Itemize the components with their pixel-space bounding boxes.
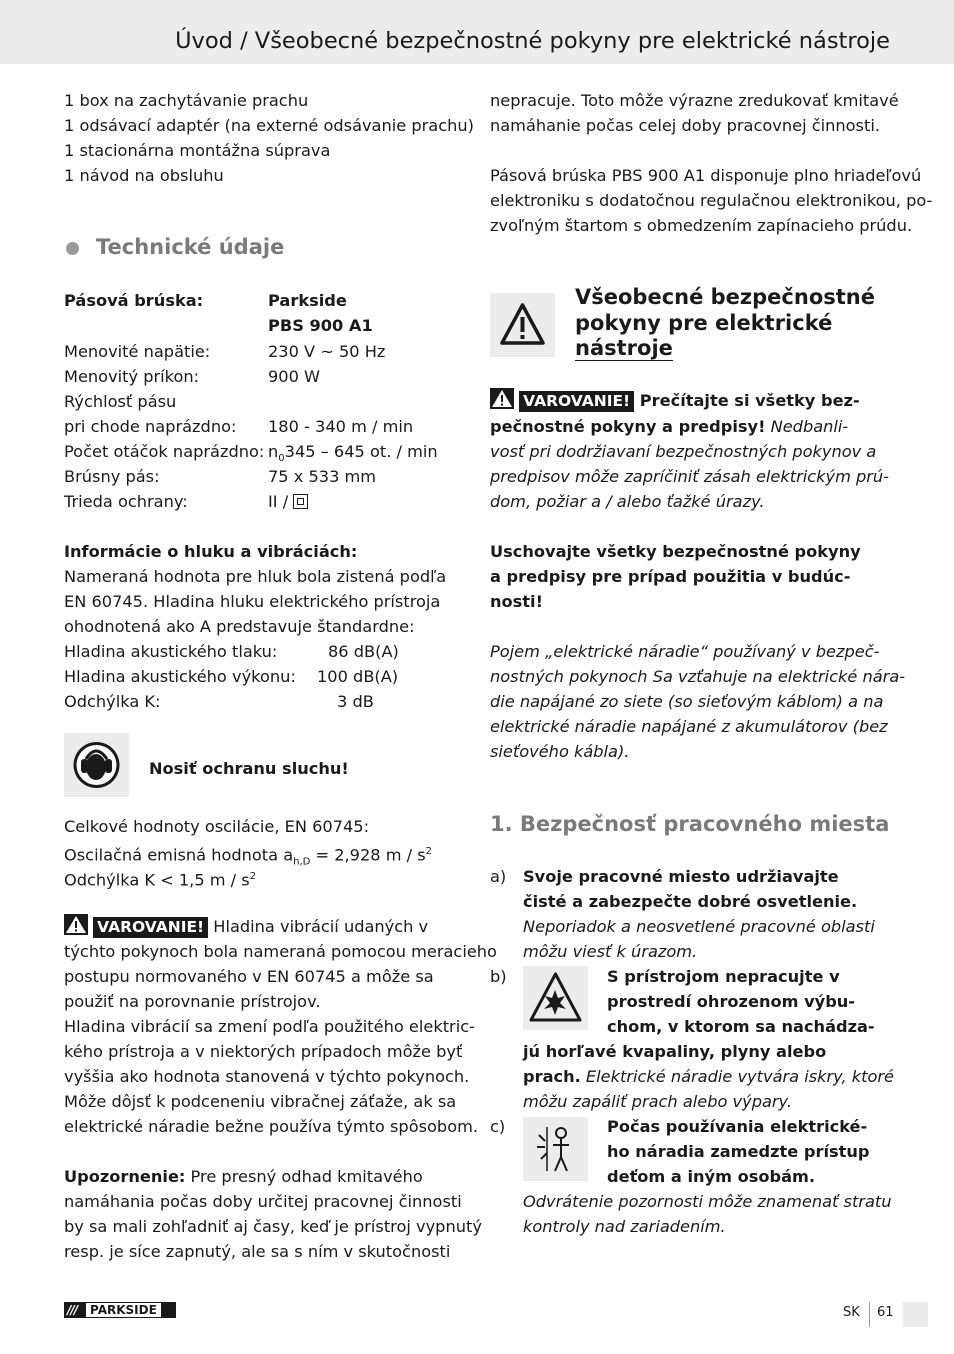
spec-label: Pásová brúska:: [64, 291, 204, 310]
safety-warning-text: vosť pri dodržiavaní bezpečnostných pokynov a: [490, 442, 877, 461]
item-a-text: Neporiadok a neosvetlené pracovné oblasti: [523, 917, 875, 936]
warning-text: Hladina vibrácií sa zmení podľa použitého elektric-: [64, 1017, 475, 1036]
warning-badge: VAROVANIE!: [93, 917, 208, 938]
item-label: c): [490, 1117, 506, 1136]
term-definition: sieťového kábla).: [490, 742, 630, 761]
keep-instructions: nosti!: [490, 592, 543, 611]
spec-label: pri chode naprázdno:: [64, 417, 237, 436]
warning-text: postupu normovaného v EN 60745 a môže sa: [64, 967, 434, 986]
vibration-text: Celkové hodnoty oscilácie, EN 60745:: [64, 817, 370, 836]
item-c-text: Odvrátenie pozornosti môže znamenať stratu: [523, 1192, 892, 1211]
page-title: Úvod / Všeobecné bezpečnostné pokyny pre elektrické nástroje: [175, 28, 890, 54]
safety-section-title: Všeobecné bezpečnostné pokyny pre elektrické nástroje: [575, 285, 875, 360]
spec-value: $n_0345 - 645$ ot. / min: [268, 442, 438, 465]
item-b-text: môžu zapáliť prach alebo výpary.: [523, 1092, 793, 1111]
spec-label: Menovitý príkon:: [64, 367, 200, 386]
item-b-text: prach. Elektrické náradie vytvára iskry, ktoré: [523, 1067, 895, 1086]
spec-value: II /: [268, 489, 308, 514]
warning-paragraph: VAROVANIE! Hladina vibrácií udaných v: [64, 914, 428, 939]
contents-item: 1 odsávací adaptér (na externé odsávanie prachu): [64, 116, 474, 135]
term-definition: elektrické náradie napájané z akumulátorov (bez: [490, 717, 888, 736]
note-continued: namáhanie počas celej doby pracovnej činnosti.: [490, 116, 880, 135]
contents-item: 1 stacionárna montážna súprava: [64, 141, 331, 160]
electronics-text: Pásová brúska PBS 900 A1 disponuje plno hriadeľovú: [490, 166, 922, 185]
note-text: resp. je síce zapnutý, ale sa s ním v skutočnosti: [64, 1242, 451, 1261]
warning-triangle-icon: [490, 293, 555, 357]
spec-label: Trieda ochrany:: [64, 492, 188, 511]
item-a-text: môžu viesť k úrazom.: [523, 942, 698, 961]
item-c-text: Počas používania elektrické-: [607, 1117, 868, 1136]
contents-item: 1 box na zachytávanie prachu: [64, 91, 309, 110]
term-definition: nostných pokynoch Sa vzťahuje na elektrické nára-: [490, 667, 906, 686]
spec-value: Parkside: [268, 291, 347, 310]
electronics-text: zvoľným štartom s obmedzením zapínacieho prúdu.: [490, 216, 913, 235]
noise-text: ohodnotená ako A predstavuje štandardne:: [64, 617, 415, 636]
warning-text: použiť na porovnanie prístrojov.: [64, 992, 321, 1011]
item-label: b): [490, 967, 507, 986]
explosion-hazard-icon: [523, 966, 588, 1030]
electronics-text: elektroniku s dodatočnou regulačnou elektronikou, po-: [490, 191, 933, 210]
warning-text: týchto pokynoch bola nameraná pomocou meracieho: [64, 942, 497, 961]
spec-label: Menovité napätie:: [64, 342, 211, 361]
note-text: namáhania počas doby určitej pracovnej činnosti: [64, 1192, 462, 1211]
footer-divider: [869, 1302, 870, 1327]
warning-text: elektrické náradie bežne používa týmto spôsobom.: [64, 1117, 479, 1136]
spec-value: PBS 900 A1: [268, 316, 373, 335]
noise-value: 100 dB(A): [317, 667, 399, 686]
section-title-workplace: 1. Bezpečnosť pracovného miesta: [490, 812, 890, 836]
warning-triangle-icon: [64, 914, 88, 935]
noise-title: Informácie o hluku a vibráciách:: [64, 542, 358, 561]
safety-warning-text: pečnostné pokyny a predpisy! Nedbanli-: [490, 417, 849, 436]
safety-warning-text: dom, požiar a / alebo ťažké úrazy.: [490, 492, 765, 511]
brand-logo: /// PARKSIDE: [64, 1302, 176, 1318]
term-definition: Pojem „elektrické náradie“ používaný v bezpeč-: [490, 642, 880, 661]
noise-text: Nameraná hodnota pre hluk bola zistená podľa: [64, 567, 447, 586]
item-a-text: čisté a zabezpečte dobré osvetlenie.: [523, 892, 858, 911]
spec-value: 180 - 340 m / min: [268, 417, 414, 436]
page-tab: [903, 1302, 928, 1327]
vibration-value: Oscilačná emisná hodnota $a_{h,D} = 2,928$ m / $s^2$: [64, 845, 433, 868]
noise-label: Hladina akustického tlaku:: [64, 642, 278, 661]
warning-triangle-icon: [490, 388, 514, 409]
safety-warning: VAROVANIE! Prečítajte si všetky bez-: [490, 388, 860, 413]
noise-value: 3 dB: [337, 692, 374, 711]
item-b-text: S prístrojom nepracujte v: [607, 967, 840, 986]
item-c-text: kontroly nad zariadením.: [523, 1217, 726, 1236]
note-continued: nepracuje. Toto môže výrazne zredukovať kmitavé: [490, 91, 899, 110]
note-paragraph: Upozornenie: Pre presný odhad kmitavého: [64, 1167, 423, 1186]
item-a-text: Svoje pracovné miesto udržiavajte: [523, 867, 839, 886]
ear-protection-icon: [64, 733, 129, 797]
page-header: [0, 0, 954, 64]
safety-warning-text: predpisov môže zapríčiniť zásah elektrickým prú-: [490, 467, 890, 486]
warning-text: Môže dôjsť k podceneniu vibračnej záťaže, ak sa: [64, 1092, 457, 1111]
item-c-text: ho náradia zamedzte prístup: [607, 1142, 870, 1161]
protection-class-ii-icon: [293, 494, 308, 509]
item-label: a): [490, 867, 507, 886]
noise-label: Odchýlka K:: [64, 692, 161, 711]
item-b-text: chom, v ktorom sa nachádza-: [607, 1017, 875, 1036]
warning-text: vyššia ako hodnota stanovená v týchto pokynoch.: [64, 1067, 470, 1086]
spec-label: Počet otáčok naprázdno:: [64, 442, 265, 461]
keep-instructions: a predpisy pre prípad použitia v budúc-: [490, 567, 851, 586]
warning-badge: VAROVANIE!: [519, 391, 634, 412]
keep-instructions: Uschovajte všetky bezpečnostné pokyny: [490, 542, 861, 561]
section-title-technical: Technické údaje: [96, 235, 285, 259]
item-b-text: jú horľavé kvapaliny, plyny alebo: [523, 1042, 827, 1061]
language-code: SK: [843, 1305, 860, 1320]
vibration-deviation: Odchýlka K < 1,5 m / $s^2$: [64, 870, 257, 890]
item-c-text: deťom a iným osobám.: [607, 1167, 816, 1186]
spec-value: 230 V ~ 50 Hz: [268, 342, 386, 361]
spec-label: Rýchlosť pásu: [64, 392, 177, 411]
ear-protection-notice: Nosiť ochranu sluchu!: [149, 759, 349, 778]
section-bullet-icon: [66, 242, 79, 255]
term-definition: die napájané zo siete (so sieťovým káblom) a na: [490, 692, 884, 711]
spec-label: Brúsny pás:: [64, 467, 160, 486]
spec-value: 75 x 533 mm: [268, 467, 377, 486]
spec-value: 900 W: [268, 367, 321, 386]
warning-text: kého prístroja a v niektorých prípadoch môže byť: [64, 1042, 463, 1061]
keep-children-away-icon: [523, 1117, 588, 1181]
noise-value: 86 dB(A): [328, 642, 399, 661]
contents-item: 1 návod na obsluhu: [64, 166, 224, 185]
page-number: 61: [877, 1305, 894, 1320]
noise-text: EN 60745. Hladina hluku elektrického prístroja: [64, 592, 441, 611]
noise-label: Hladina akustického výkonu:: [64, 667, 296, 686]
note-text: by sa mali zohľadniť aj časy, keď je prístroj vypnutý: [64, 1217, 482, 1236]
item-b-text: prostredí ohrozenom výbu-: [607, 992, 856, 1011]
